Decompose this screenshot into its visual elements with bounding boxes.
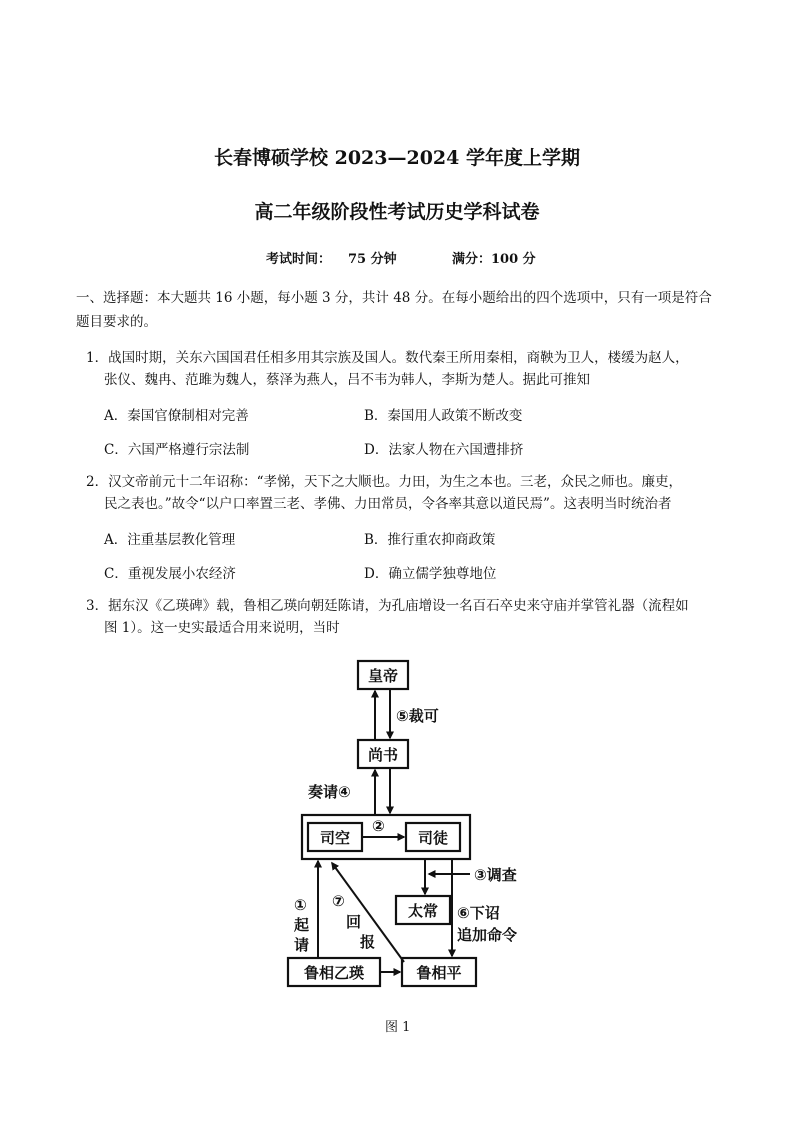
question-2-line1: 2．汉文帝前元十二年诏称：“孝悌，天下之大顺也。力田，为生之本也。三老，众民之师也。廉吏， — [86, 474, 682, 490]
question-3-line2: 图 1）。这一史实最适合用来说明，当时 — [104, 620, 340, 636]
node-situ: 司徒 — [417, 829, 449, 847]
question-3-line1: 3．据东汉《乙瑛碑》载，鲁相乙瑛向朝廷陈请，为孔庙增设一名百石卒史来守庙并掌管礼器（流程如 — [86, 598, 689, 614]
section-instruction-line1: 一、选择题：本大题共 16 小题，每小题 3 分，共计 48 分。在每小题给出的四个选项中，只有一项是符合 — [76, 290, 712, 306]
exam-time-label: 考试时间： — [266, 252, 332, 267]
question-1-option-b[interactable]: B．秦国用人政策不断改变 — [364, 408, 523, 424]
question-2-option-b[interactable]: B．推行重农抑商政策 — [364, 532, 496, 548]
node-sikong: 司空 — [319, 829, 351, 847]
label-step7-b: 报 — [360, 933, 376, 951]
section-instruction-line2: 题目要求的。 — [76, 314, 157, 330]
label-memorial: 奏请④ — [308, 783, 351, 801]
question-1-option-d[interactable]: D．法家人物在六国遭排挤 — [364, 442, 524, 458]
node-taichang: 太常 — [407, 902, 439, 920]
question-1-line1: 1．战国时期，关东六国国君任相多用其宗族及国人。数代秦王所用秦相，商鞅为卫人，楼缓为赵人， — [86, 350, 689, 366]
node-yiying: 鲁相乙瑛 — [303, 964, 365, 982]
node-emperor: 皇帝 — [367, 667, 399, 685]
question-1-line2: 张仪、魏冉、范雎为魏人，蔡泽为燕人，吕不韦为韩人，李斯为楚人。据此可推知 — [104, 372, 590, 388]
node-luping: 鲁相平 — [416, 964, 462, 982]
exam-title-line1: 长春博硕学校 2023—2024 学年度上学期 — [214, 147, 580, 169]
figure-caption: 图 1 — [385, 1020, 411, 1035]
label-step7-a: 回 — [346, 913, 362, 931]
label-step7-num: ⑦ — [332, 892, 345, 910]
node-shangshu: 尚书 — [367, 746, 399, 764]
question-2-option-d[interactable]: D．确立儒学独尊地位 — [364, 566, 497, 582]
label-approve: ⑤裁可 — [396, 707, 439, 725]
label-step2: ② — [372, 817, 385, 835]
label-step6-b: 追加命令 — [457, 926, 518, 944]
label-step1-num: ① — [294, 896, 307, 914]
label-step6-a: ⑥下诏 — [457, 904, 500, 922]
question-2-line2: 民之表也。”故令“以户口率置三老、孝佛、力田常员，令各率其意以道民焉”。这表明当时统治者 — [104, 496, 672, 512]
question-1-option-a[interactable]: A．秦国官僚制相对完善 — [104, 408, 249, 424]
label-investigate: ③调查 — [474, 866, 517, 884]
question-2-option-c[interactable]: C．重视发展小农经济 — [104, 566, 236, 582]
exam-time-value: 75 分钟 — [348, 252, 397, 267]
question-2-option-a[interactable]: A．注重基层教化管理 — [104, 532, 236, 548]
label-step1-b: 请 — [294, 936, 310, 954]
label-step1-a: 起 — [294, 916, 310, 934]
exam-title-line2: 高二年级阶段性考试历史学科试卷 — [254, 201, 540, 223]
question-1-option-c[interactable]: C．六国严格遵行宗法制 — [104, 442, 250, 458]
exam-score: 满分：100 分 — [452, 252, 536, 267]
